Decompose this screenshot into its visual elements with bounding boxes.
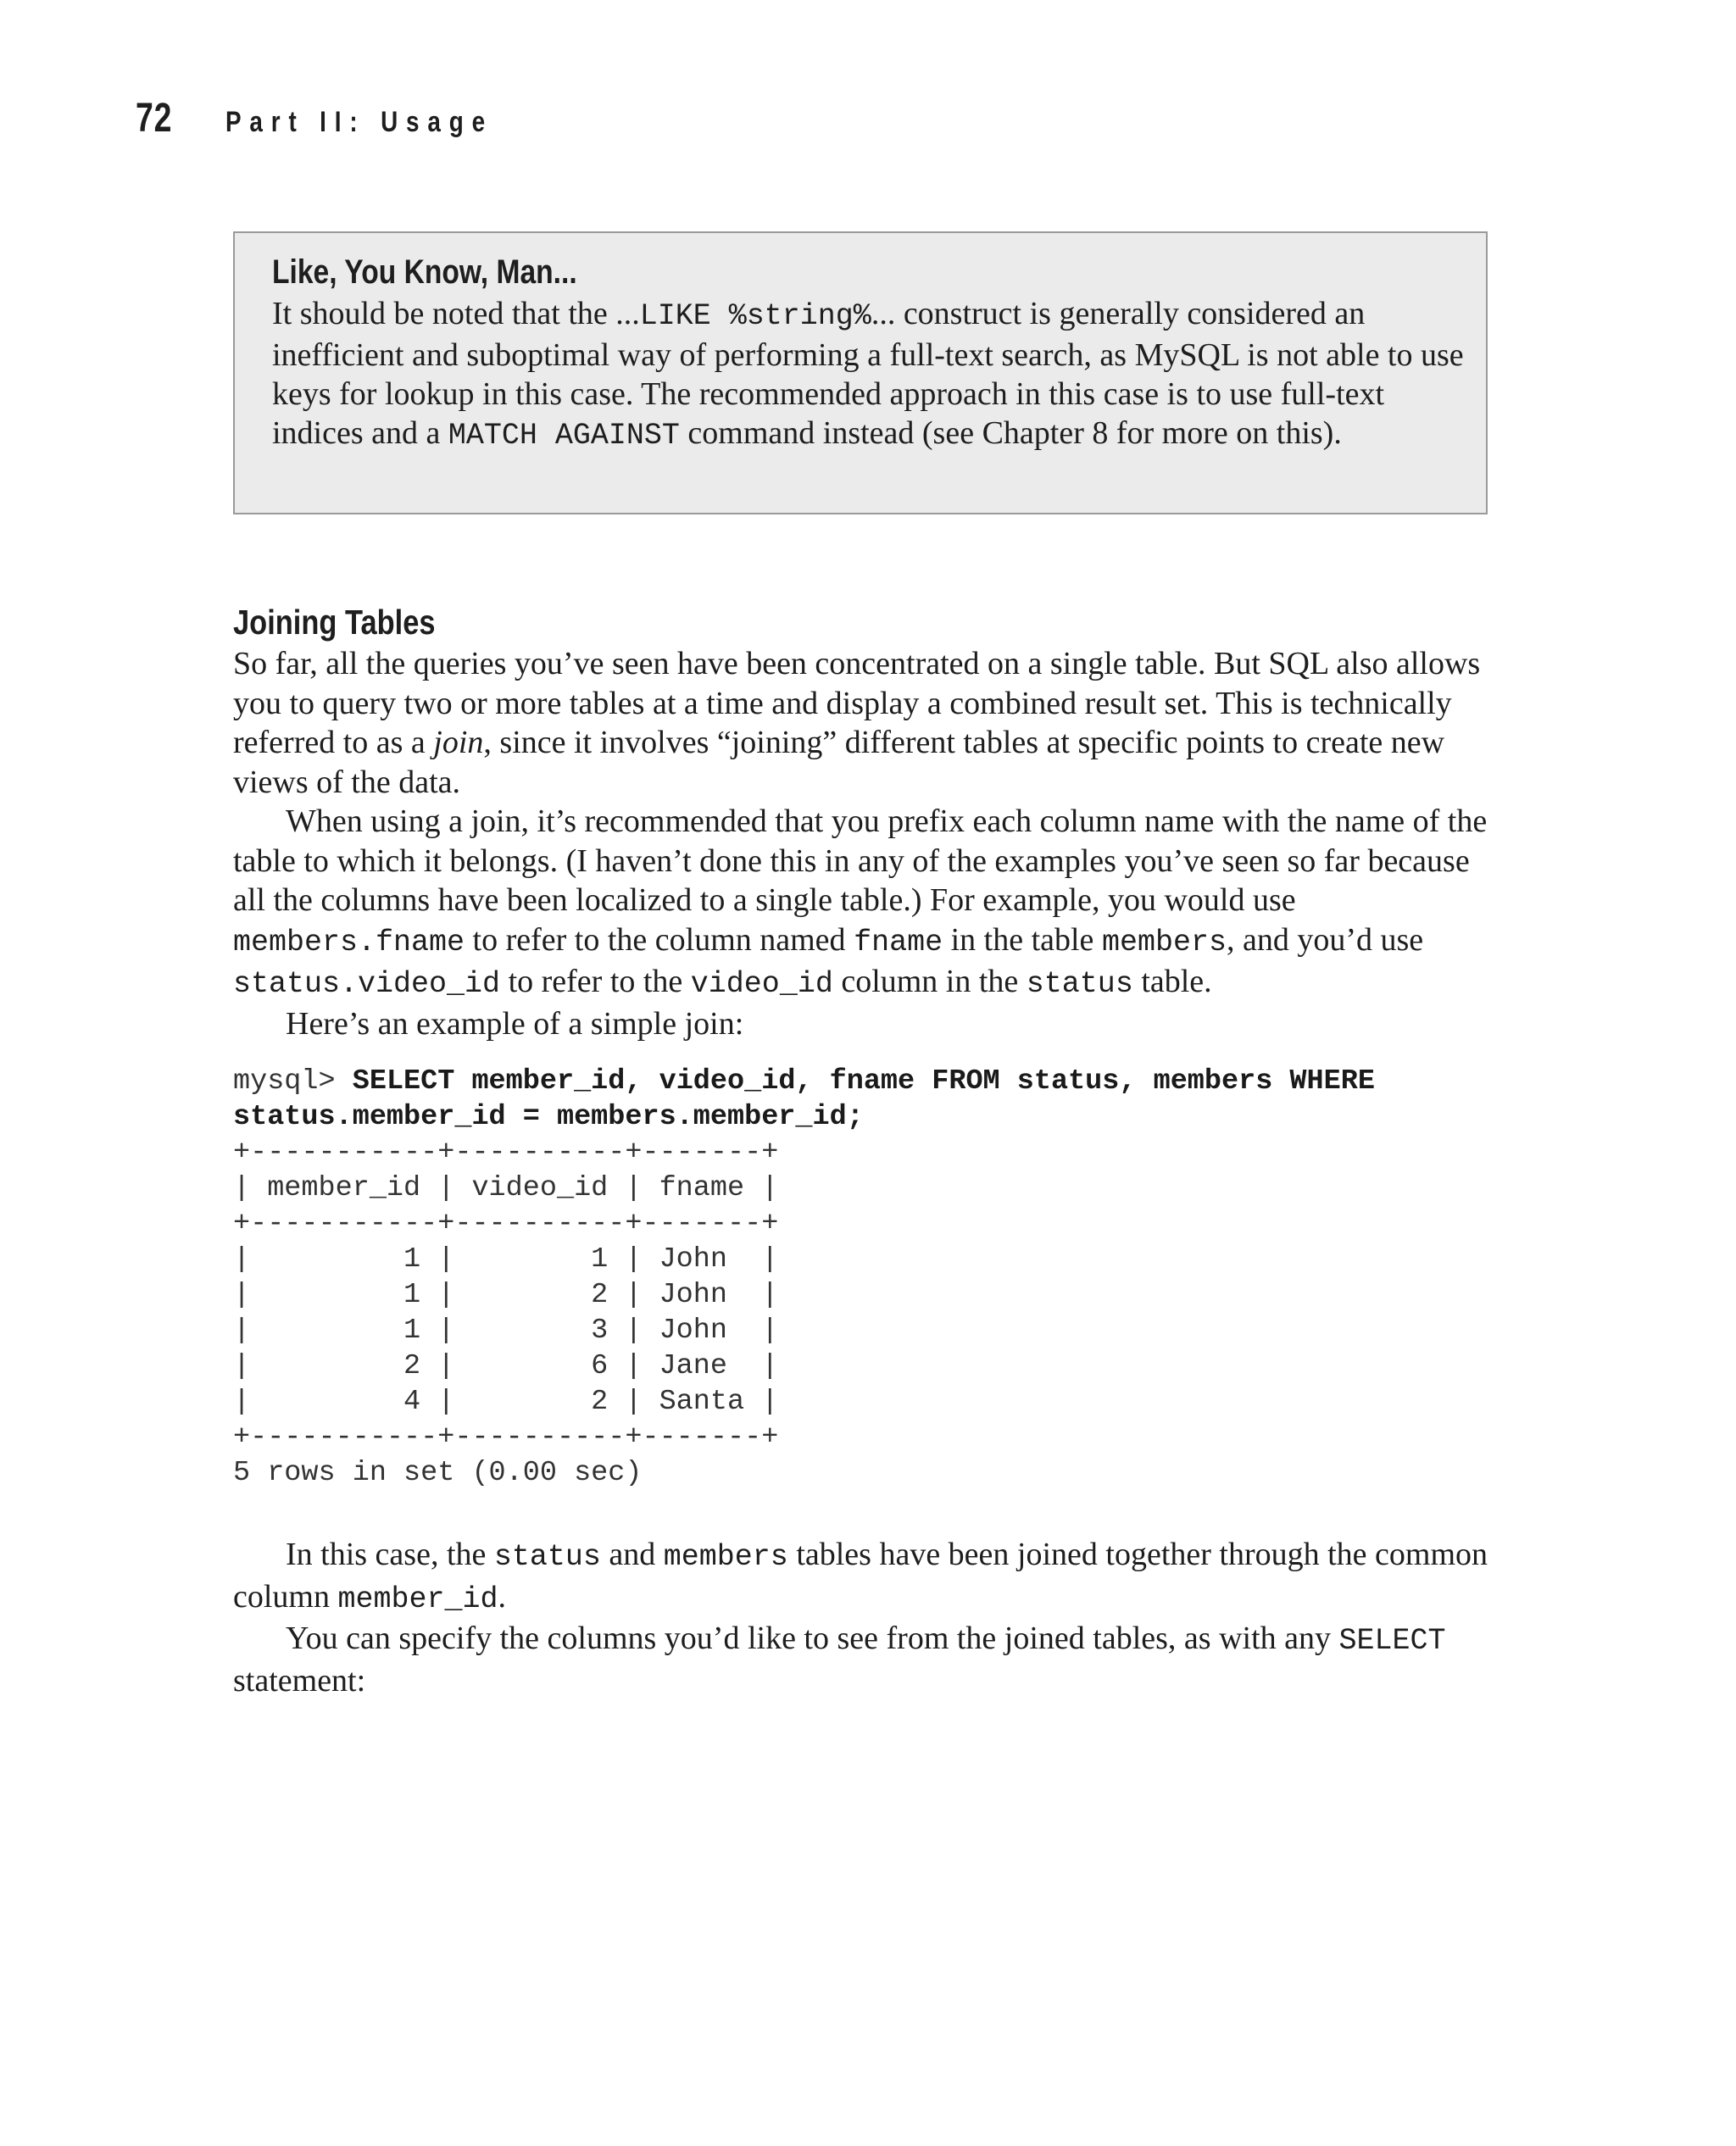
text-span: . [498, 1578, 507, 1615]
text-span: ... construct is generally considered an inefficient and suboptimal way of performing a full-text search, as MySQL is not able to use keys for lookup in this case. The recommended approach in this case is to use full-text indices and a [272, 296, 1464, 451]
inline-code: members [663, 1540, 788, 1574]
sidebar-text [272, 294, 1464, 455]
inline-code: MATCH AGAINST [448, 419, 680, 453]
inline-code: SELECT [1338, 1624, 1446, 1658]
sql-command-line-1: SELECT member_id, video_id, fname FROM status, members WHERE [352, 1065, 1375, 1098]
section-heading: Joining Tables [233, 603, 436, 642]
query-output: +-----------+----------+-------+ | member_id | video_id | fname | +-----------+----------+-------+ | 1 | 1 | John | | 1 | 2 | John | | 1 | 3 | John | | 2 | 6 | Jane | | 4 | 2 | Santa | +-----------+----------+-------+ 5 rows in set (0.00 sec) [233, 1137, 779, 1489]
inline-code: members [1101, 925, 1227, 959]
main-content [233, 602, 1488, 1700]
inline-code: LIKE %string% [639, 299, 871, 333]
mysql-prompt: mysql> [233, 1065, 353, 1098]
italic-term: join [433, 725, 484, 760]
text-span: So far, all the queries you’ve seen have been concentrated on a single table. But SQL also allows you to query two or more tables at a time and display a combined result set. This is technically referred to as a [233, 646, 1481, 760]
text-span: You can specify the columns you’d like to see from the joined tables, as with any [286, 1621, 1339, 1656]
paragraph-1 [233, 644, 1488, 802]
text-span: to refer to the [500, 964, 691, 999]
inline-code: fname [854, 925, 943, 959]
inline-code: member_id [337, 1582, 498, 1616]
sql-command-line-2: status.member_id = members.member_id; [233, 1101, 864, 1133]
text-span: command instead (see Chapter 8 for more on this). [679, 415, 1342, 451]
inline-code: members.fname [233, 925, 465, 959]
text-span: column in the [832, 964, 1027, 999]
text-span: table. [1132, 964, 1212, 999]
text-span: statement: [233, 1662, 366, 1698]
inline-code: status [493, 1540, 601, 1574]
paragraph-2 [233, 802, 1488, 1004]
paragraph-5 [233, 1619, 1488, 1700]
text-span: In this case, the [286, 1537, 494, 1572]
inline-code: video_id [690, 967, 833, 1001]
text-span: to refer to the column named [465, 921, 854, 958]
paragraph-4 [233, 1535, 1488, 1619]
sidebar-box [233, 231, 1488, 514]
text-span: in the table [943, 921, 1102, 958]
text-span: It should be noted that the ... [272, 296, 640, 331]
text-span: , since it involves “joining” different tables at specific points to create new views of the data. [233, 725, 1445, 800]
text-span: When using a join, it’s recommended that you prefix each column name with the name of the table to which it belongs. (I haven’t done this in any of the examples you’ve seen so far because all the columns have been localized to a single table.) For example, you would use [233, 803, 1488, 918]
code-listing [233, 1064, 1488, 1491]
inline-code: status.video_id [233, 967, 501, 1001]
paragraph-3: Here’s an example of a simple join: [286, 1005, 744, 1042]
sidebar-title: Like, You Know, Man... [272, 253, 577, 291]
page-number: 72 [136, 96, 173, 141]
inline-code: status [1026, 967, 1133, 1001]
page-header [136, 95, 552, 154]
text-span: , and you’d use [1226, 921, 1424, 958]
text-span: and [600, 1537, 664, 1572]
running-head: Part II: Usage [225, 106, 493, 138]
text-span: tables have been joined together through the common column [233, 1537, 1488, 1615]
